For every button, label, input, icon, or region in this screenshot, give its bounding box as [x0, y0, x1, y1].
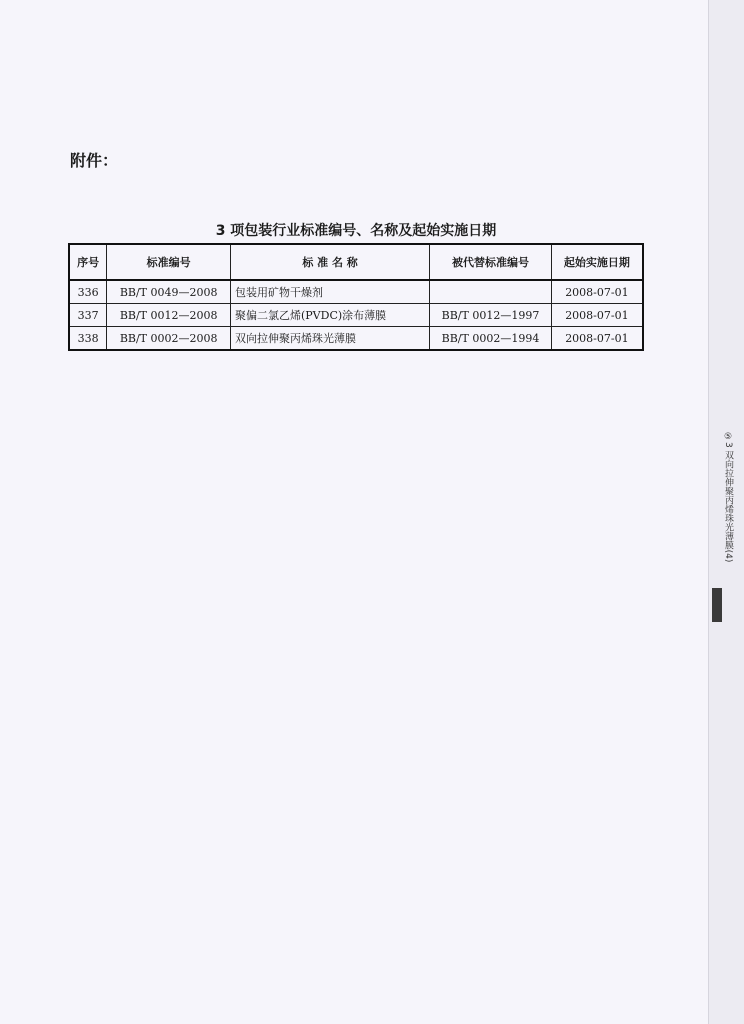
standards-table [68, 243, 644, 351]
binding-tab [712, 588, 722, 622]
cell-effective-date: 2008-07-01 [551, 327, 643, 351]
header-std-number: 标准编号 [107, 244, 231, 280]
table-title: 3 项包装行业标准编号、名称及起始实施日期 [215, 223, 497, 239]
cell-std-name: 双向拉伸聚丙烯珠光薄膜 [230, 327, 429, 351]
cell-replaced-std [430, 280, 552, 304]
cell-std-number: BB/T 0049—2008 [107, 280, 231, 304]
cell-effective-date: 2008-07-01 [551, 280, 643, 304]
table-header-row [69, 244, 643, 280]
table-row [69, 280, 643, 304]
cell-seq: 337 [69, 304, 107, 327]
header-effective-date: 起始实施日期 [551, 244, 643, 280]
header-std-name: 标 准 名 称 [230, 244, 429, 280]
cell-effective-date: 2008-07-01 [551, 304, 643, 327]
cell-replaced-std: BB/T 0012—1997 [430, 304, 552, 327]
table-row [69, 304, 643, 327]
cell-replaced-std: BB/T 0002—1994 [430, 327, 552, 351]
attachment-label: 附件： [70, 151, 119, 170]
header-replaced-std: 被代替标准编号 [430, 244, 552, 280]
cell-std-name: 聚偏二氯乙烯(PVDC)涂布薄膜 [230, 304, 429, 327]
table-row [69, 327, 643, 351]
header-seq: 序号 [69, 244, 107, 280]
cell-std-name: 包装用矿物干燥剂 [230, 280, 429, 304]
cell-std-number: BB/T 0012—2008 [107, 304, 231, 327]
spine-label: ⑤3 双向拉伸聚丙烯珠光薄膜(4) [723, 432, 733, 563]
cell-std-number: BB/T 0002—2008 [107, 327, 231, 351]
cell-seq: 336 [69, 280, 107, 304]
cell-seq: 338 [69, 327, 107, 351]
